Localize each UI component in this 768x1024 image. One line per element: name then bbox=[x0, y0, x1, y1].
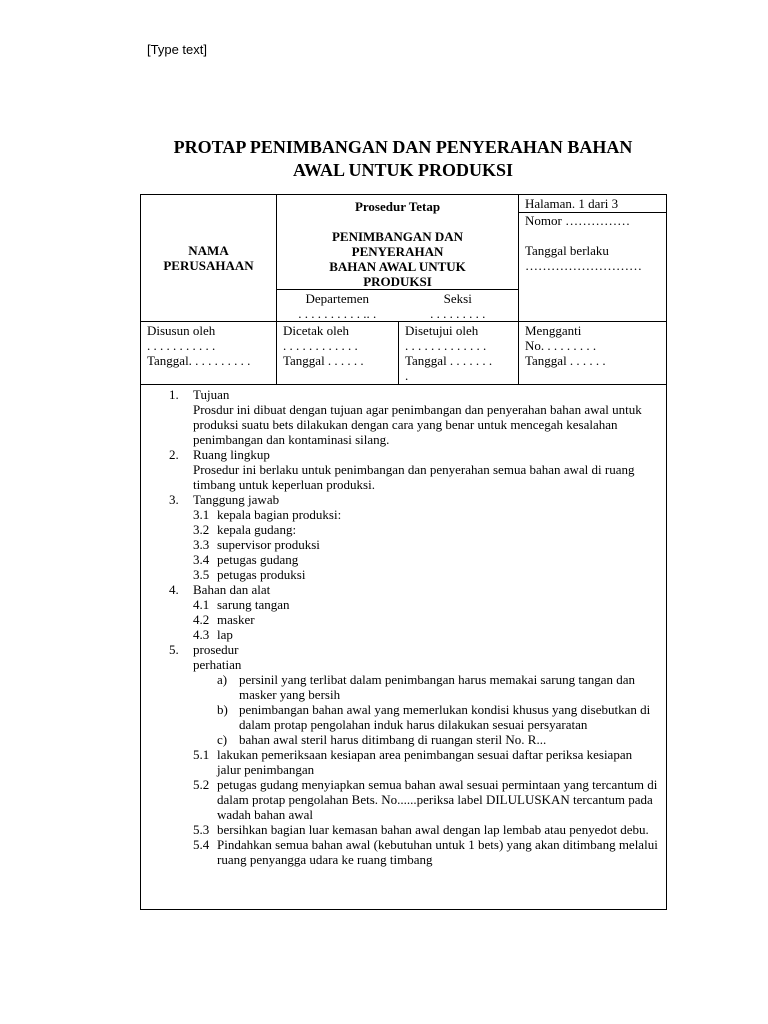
department-value: . . . . . . . . . . .. . bbox=[298, 306, 377, 321]
section-number: 3. bbox=[169, 492, 179, 507]
signature-prepared-by bbox=[141, 322, 277, 385]
attention-item-text: bahan awal steril harus ditimbang di ruangan steril No. R... bbox=[239, 732, 547, 747]
list-item bbox=[193, 537, 658, 552]
attention-note: perhatian bbox=[193, 657, 242, 672]
section-materials bbox=[163, 582, 658, 642]
valid-date-label: Tanggal berlaku bbox=[525, 243, 609, 258]
document-number-field bbox=[525, 213, 660, 228]
attention-item-letter: c) bbox=[217, 732, 228, 747]
section-title: Ruang lingkup bbox=[193, 447, 270, 462]
signature-printed-by bbox=[277, 322, 399, 385]
title-line-1: PROTAP PENIMBANGAN DAN PENYERAHAN BAHAN bbox=[173, 137, 633, 157]
section-title: Bahan dan alat bbox=[193, 582, 271, 597]
list-item-text: kepala gudang: bbox=[217, 522, 297, 537]
list-item-number: 4.1 bbox=[193, 597, 210, 612]
list-item bbox=[193, 522, 658, 537]
section-title: Tanggung jawab bbox=[193, 492, 280, 507]
procedure-name bbox=[277, 229, 518, 289]
section-responsibility bbox=[163, 492, 658, 582]
department-field bbox=[277, 290, 398, 321]
list-item-number: 3.2 bbox=[193, 522, 210, 537]
signature-date: Tanggal. . . . . . . . . . bbox=[147, 353, 251, 368]
list-item-number: 4.3 bbox=[193, 627, 210, 642]
document-number-label: Nomor bbox=[525, 213, 562, 228]
list-item bbox=[193, 612, 658, 627]
header-placeholder-text: [Type text] bbox=[147, 42, 207, 57]
attention-item bbox=[193, 672, 658, 702]
document-number-value: …………… bbox=[565, 213, 631, 228]
list-item bbox=[193, 552, 658, 567]
procedure-sections bbox=[163, 387, 658, 867]
section-purpose bbox=[163, 387, 658, 447]
procedure-step bbox=[193, 822, 658, 837]
valid-date-value: ……………………… bbox=[525, 258, 642, 273]
section-title: prosedur bbox=[193, 642, 239, 657]
procedure-cell bbox=[277, 195, 519, 322]
company-name-cell bbox=[141, 195, 277, 322]
header-row bbox=[141, 195, 667, 322]
section-label: Seksi bbox=[443, 291, 472, 306]
list-item bbox=[193, 597, 658, 612]
section-procedure bbox=[163, 642, 658, 867]
procedure-heading: Prosedur Tetap bbox=[354, 199, 441, 214]
signature-date: Tanggal . . . . . . . bbox=[405, 353, 493, 368]
section-number: 2. bbox=[169, 447, 179, 462]
attention-item-text: penimbangan bahan awal yang memerlukan kondisi khusus yang disebutkan di dalam protap pengolahan induk harus dilakukan sesuai persyaratan bbox=[239, 702, 651, 732]
step-text: petugas gudang menyiapkan semua bahan awal sesuai permintaan yang tercantum di dalam protap pengolahan Bets. No......periksa label DILULUSKAN tercantum pada wadah bahan awal bbox=[217, 777, 658, 822]
list-item-text: petugas gudang bbox=[217, 552, 299, 567]
signature-dots: . . . . . . . . . . . bbox=[147, 338, 216, 353]
company-label-line-2: PERUSAHAAN bbox=[163, 258, 254, 273]
attention-item-letter: a) bbox=[217, 672, 228, 687]
step-number: 5.2 bbox=[193, 777, 210, 792]
attention-item bbox=[193, 702, 658, 732]
list-item-text: kepala bagian produksi: bbox=[217, 507, 342, 522]
step-text: lakukan pemeriksaan kesiapan area penimbangan sesuai daftar periksa kesiapan jalur penimbangan bbox=[217, 747, 633, 777]
company-label-line-1: NAMA bbox=[188, 243, 229, 258]
signature-label: Mengganti bbox=[525, 323, 582, 338]
step-number: 5.3 bbox=[193, 822, 210, 837]
section-scope bbox=[163, 447, 658, 492]
department-section-row bbox=[277, 289, 518, 321]
procedure-step bbox=[193, 777, 658, 822]
list-item-number: 3.4 bbox=[193, 552, 210, 567]
section-text: Prosedur ini berlaku untuk penimbangan dan penyerahan semua bahan awal di ruang timbang untuk keperluan produksi. bbox=[193, 462, 635, 492]
step-text: bersihkan bagian luar kemasan bahan awal dengan lap lembab atau penyedot debu. bbox=[217, 822, 649, 837]
list-item-number: 3.1 bbox=[193, 507, 210, 522]
signature-dots: . . . . . . . . . . . . bbox=[283, 338, 358, 353]
step-text: Pindahkan semua bahan awal (kebutuhan untuk 1 bets) yang akan ditimbang melalui ruang penyangga udara ke ruang timbang bbox=[217, 837, 658, 867]
signature-approved-by bbox=[399, 322, 519, 385]
attention-item-text: persinil yang terlibat dalam penimbangan harus memakai sarung tangan dan masker yang bersih bbox=[239, 672, 636, 702]
procedure-name-line: PENYERAHAN bbox=[351, 244, 444, 259]
list-item-text: petugas produksi bbox=[217, 567, 306, 582]
list-item-text: sarung tangan bbox=[217, 597, 290, 612]
signature-row bbox=[141, 322, 667, 385]
list-item-text: supervisor produksi bbox=[217, 537, 320, 552]
signature-dots: . . . . . . . . . . . . . bbox=[405, 338, 487, 353]
signature-replaces bbox=[519, 322, 667, 385]
list-item-number: 3.5 bbox=[193, 567, 210, 582]
signature-label: Disusun oleh bbox=[147, 323, 216, 338]
department-label: Departemen bbox=[305, 291, 370, 306]
procedure-name-line: PENIMBANGAN DAN bbox=[331, 229, 464, 244]
list-item bbox=[193, 567, 658, 582]
step-number: 5.1 bbox=[193, 747, 210, 762]
document-title bbox=[140, 136, 666, 182]
section-number: 5. bbox=[169, 642, 179, 657]
attention-item bbox=[193, 732, 658, 747]
title-line-2: AWAL UNTUK PRODUKSI bbox=[292, 160, 514, 180]
section-number: 4. bbox=[169, 582, 179, 597]
step-number: 5.4 bbox=[193, 837, 210, 852]
content-row bbox=[141, 385, 667, 910]
procedure-step bbox=[193, 747, 658, 777]
list-item-text: masker bbox=[217, 612, 255, 627]
list-item-text: lap bbox=[217, 627, 233, 642]
document-number-block bbox=[519, 213, 666, 273]
signature-label: Disetujui oleh bbox=[405, 323, 479, 338]
document-info-cell bbox=[519, 195, 667, 322]
protap-form-table bbox=[140, 194, 667, 910]
section-number: 1. bbox=[169, 387, 179, 402]
signature-date: Tanggal . . . . . . bbox=[525, 353, 606, 368]
page-number: Halaman. 1 dari 3 bbox=[519, 195, 666, 213]
list-item-number: 3.3 bbox=[193, 537, 210, 552]
list-item-number: 4.2 bbox=[193, 612, 210, 627]
list-item bbox=[193, 627, 658, 642]
section-field bbox=[398, 290, 519, 321]
list-item bbox=[193, 507, 658, 522]
procedure-name-line: BAHAN AWAL UNTUK bbox=[329, 259, 466, 274]
section-value: . . . . . . . . . bbox=[430, 306, 486, 321]
procedure-name-line: PRODUKSI bbox=[363, 274, 432, 289]
section-title: Tujuan bbox=[193, 387, 230, 402]
section-text: Prosdur ini dibuat dengan tujuan agar penimbangan dan penyerahan bahan awal untuk produksi suatu bets dilakukan dengan cara yang benar untuk mencegah kesalahan penimbangan dan kontaminasi silang. bbox=[193, 402, 642, 447]
signature-date: Tanggal . . . . . . bbox=[283, 353, 364, 368]
procedure-step bbox=[193, 837, 658, 867]
signature-dots: No. . . . . . . . . bbox=[525, 338, 597, 353]
procedure-content bbox=[141, 385, 667, 910]
attention-item-letter: b) bbox=[217, 702, 228, 717]
signature-extra: . bbox=[405, 368, 409, 383]
signature-label: Dicetak oleh bbox=[283, 323, 350, 338]
